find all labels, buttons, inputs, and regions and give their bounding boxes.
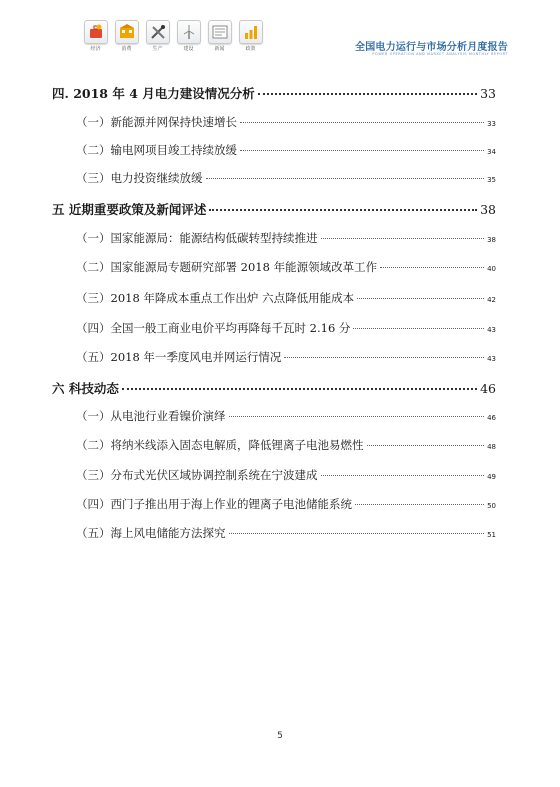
toc-entry-title: （三）分布式光伏区域协调控制系统在宁波建成: [76, 468, 318, 482]
building-icon: [115, 20, 139, 44]
toc-subsection-entry[interactable]: [76, 320, 496, 336]
dot-leader: [321, 475, 485, 476]
bar-chart-icon: [239, 20, 263, 44]
dot-leader: [229, 533, 485, 534]
nav-item-consumption[interactable]: [114, 20, 139, 56]
toc-entry-page: 51: [487, 531, 496, 539]
nav-label: 政策: [245, 46, 256, 52]
toc-entry-title: （二）输电网项目竣工持续放缓: [76, 143, 237, 157]
toc-entry-title: （五）2018 年一季度风电并网运行情况: [76, 350, 282, 364]
toc-entry-page: 34: [487, 148, 496, 156]
toc-entry-title: （五）海上风电储能方法探究: [76, 526, 226, 540]
toc-entry-page: 38: [487, 236, 496, 244]
toc-entry-title: 六 科技动态: [52, 381, 119, 396]
nav-item-construction[interactable]: [176, 20, 201, 56]
dot-leader: [357, 298, 484, 299]
dot-leader: [240, 150, 484, 151]
dot-leader: [321, 238, 485, 239]
toc-entry-page: 42: [487, 296, 496, 304]
nav-label: 新闻: [214, 46, 225, 52]
toc-entry-page: 40: [487, 265, 496, 273]
nav-label: 建设: [183, 46, 194, 52]
page-number: 5: [277, 731, 283, 741]
toc-entry-title: （一）国家能源局：能源结构低碳转型持续推进: [76, 231, 318, 245]
toc-entry-page: 33: [487, 120, 496, 128]
report-header: [0, 0, 560, 70]
toc-entry-page: 50: [487, 502, 496, 510]
dot-leader: [355, 504, 484, 505]
toc-entry-title: 四. 2018 年 4 月电力建设情况分析: [52, 86, 255, 101]
toc-entry-title: （四）全国一般工商业电价平均再降每千瓦时 2.16 分: [76, 321, 351, 335]
toc-entry-title: （四）西门子推出用于海上作业的锂离子电池储能系统: [76, 497, 352, 511]
toc-entry-page: 43: [487, 355, 496, 363]
nav-item-production[interactable]: [145, 20, 170, 56]
toc-subsection-entry[interactable]: [76, 114, 496, 130]
toc-subsection-entry[interactable]: [76, 437, 496, 453]
toc-entry-title: （一）从电池行业看镍价演绎: [76, 409, 226, 423]
nav-item-policy[interactable]: [238, 20, 263, 56]
toc-subsection-entry[interactable]: [76, 408, 496, 424]
dot-leader: [122, 388, 477, 390]
dot-leader: [206, 178, 485, 179]
dot-leader: [240, 122, 484, 123]
report-title: 全国电力运行与市场分析月度报告: [355, 42, 508, 53]
toc-subsection-entry[interactable]: [76, 259, 496, 275]
dot-leader: [258, 93, 477, 95]
dot-leader: [380, 267, 484, 268]
toc-entry-page: 49: [487, 473, 496, 481]
toc-entry-page: 33: [480, 86, 496, 101]
toc-entry-page: 46: [487, 414, 496, 422]
toc-entry-title: （一）新能源并网保持快速增长: [76, 115, 237, 129]
toc-entry-page: 48: [487, 443, 496, 451]
toc-entry-title: （三）电力投资继续放缓: [76, 171, 203, 185]
toc-entry-title: （二）将纳米线添入固态电解质，降低锂离子电池易燃性: [76, 438, 364, 452]
toc-section-entry[interactable]: [52, 84, 496, 102]
dot-leader: [284, 357, 484, 358]
wind-turbine-icon: [177, 20, 201, 44]
toc-entry-page: 38: [480, 202, 496, 217]
toc-entry-page: 46: [480, 381, 496, 396]
toc-subsection-entry[interactable]: [76, 230, 496, 246]
news-icon: [208, 20, 232, 44]
toc-section-entry[interactable]: [52, 379, 496, 397]
nav-label: 生产: [152, 46, 163, 52]
toc-subsection-entry[interactable]: [76, 142, 496, 158]
toc-subsection-entry[interactable]: [76, 349, 496, 365]
toc-entry-page: 43: [487, 326, 496, 334]
report-subtitle: POWER OPERATION AND MARKET ANALYSIS MONTHLY REPORT: [372, 52, 508, 56]
toc-entry-page: 35: [487, 176, 496, 184]
briefcase-icon: [84, 20, 108, 44]
dot-leader: [209, 209, 477, 211]
dot-leader: [229, 416, 485, 417]
dot-leader: [367, 445, 485, 446]
toc-subsection-entry[interactable]: [76, 170, 496, 186]
tools-icon: [146, 20, 170, 44]
toc-subsection-entry[interactable]: [76, 467, 496, 483]
toc-subsection-entry[interactable]: [76, 525, 496, 541]
nav-item-news[interactable]: [207, 20, 232, 56]
nav-item-economy[interactable]: [83, 20, 108, 56]
toc-section-entry[interactable]: [52, 200, 496, 218]
toc-entry-title: 五 近期重要政策及新闻评述: [52, 202, 207, 217]
dot-leader: [353, 328, 484, 329]
toc-entry-title: （三）2018 年降成本重点工作出炉 六点降低用能成本: [76, 291, 355, 305]
nav-label: 经济: [90, 46, 101, 52]
toc-subsection-entry[interactable]: [76, 290, 496, 306]
category-icon-bar: [83, 20, 263, 56]
toc-subsection-entry[interactable]: [76, 496, 496, 512]
toc-entry-title: （二）国家能源局专题研究部署 2018 年能源领域改革工作: [76, 260, 378, 274]
nav-label: 消费: [121, 46, 132, 52]
